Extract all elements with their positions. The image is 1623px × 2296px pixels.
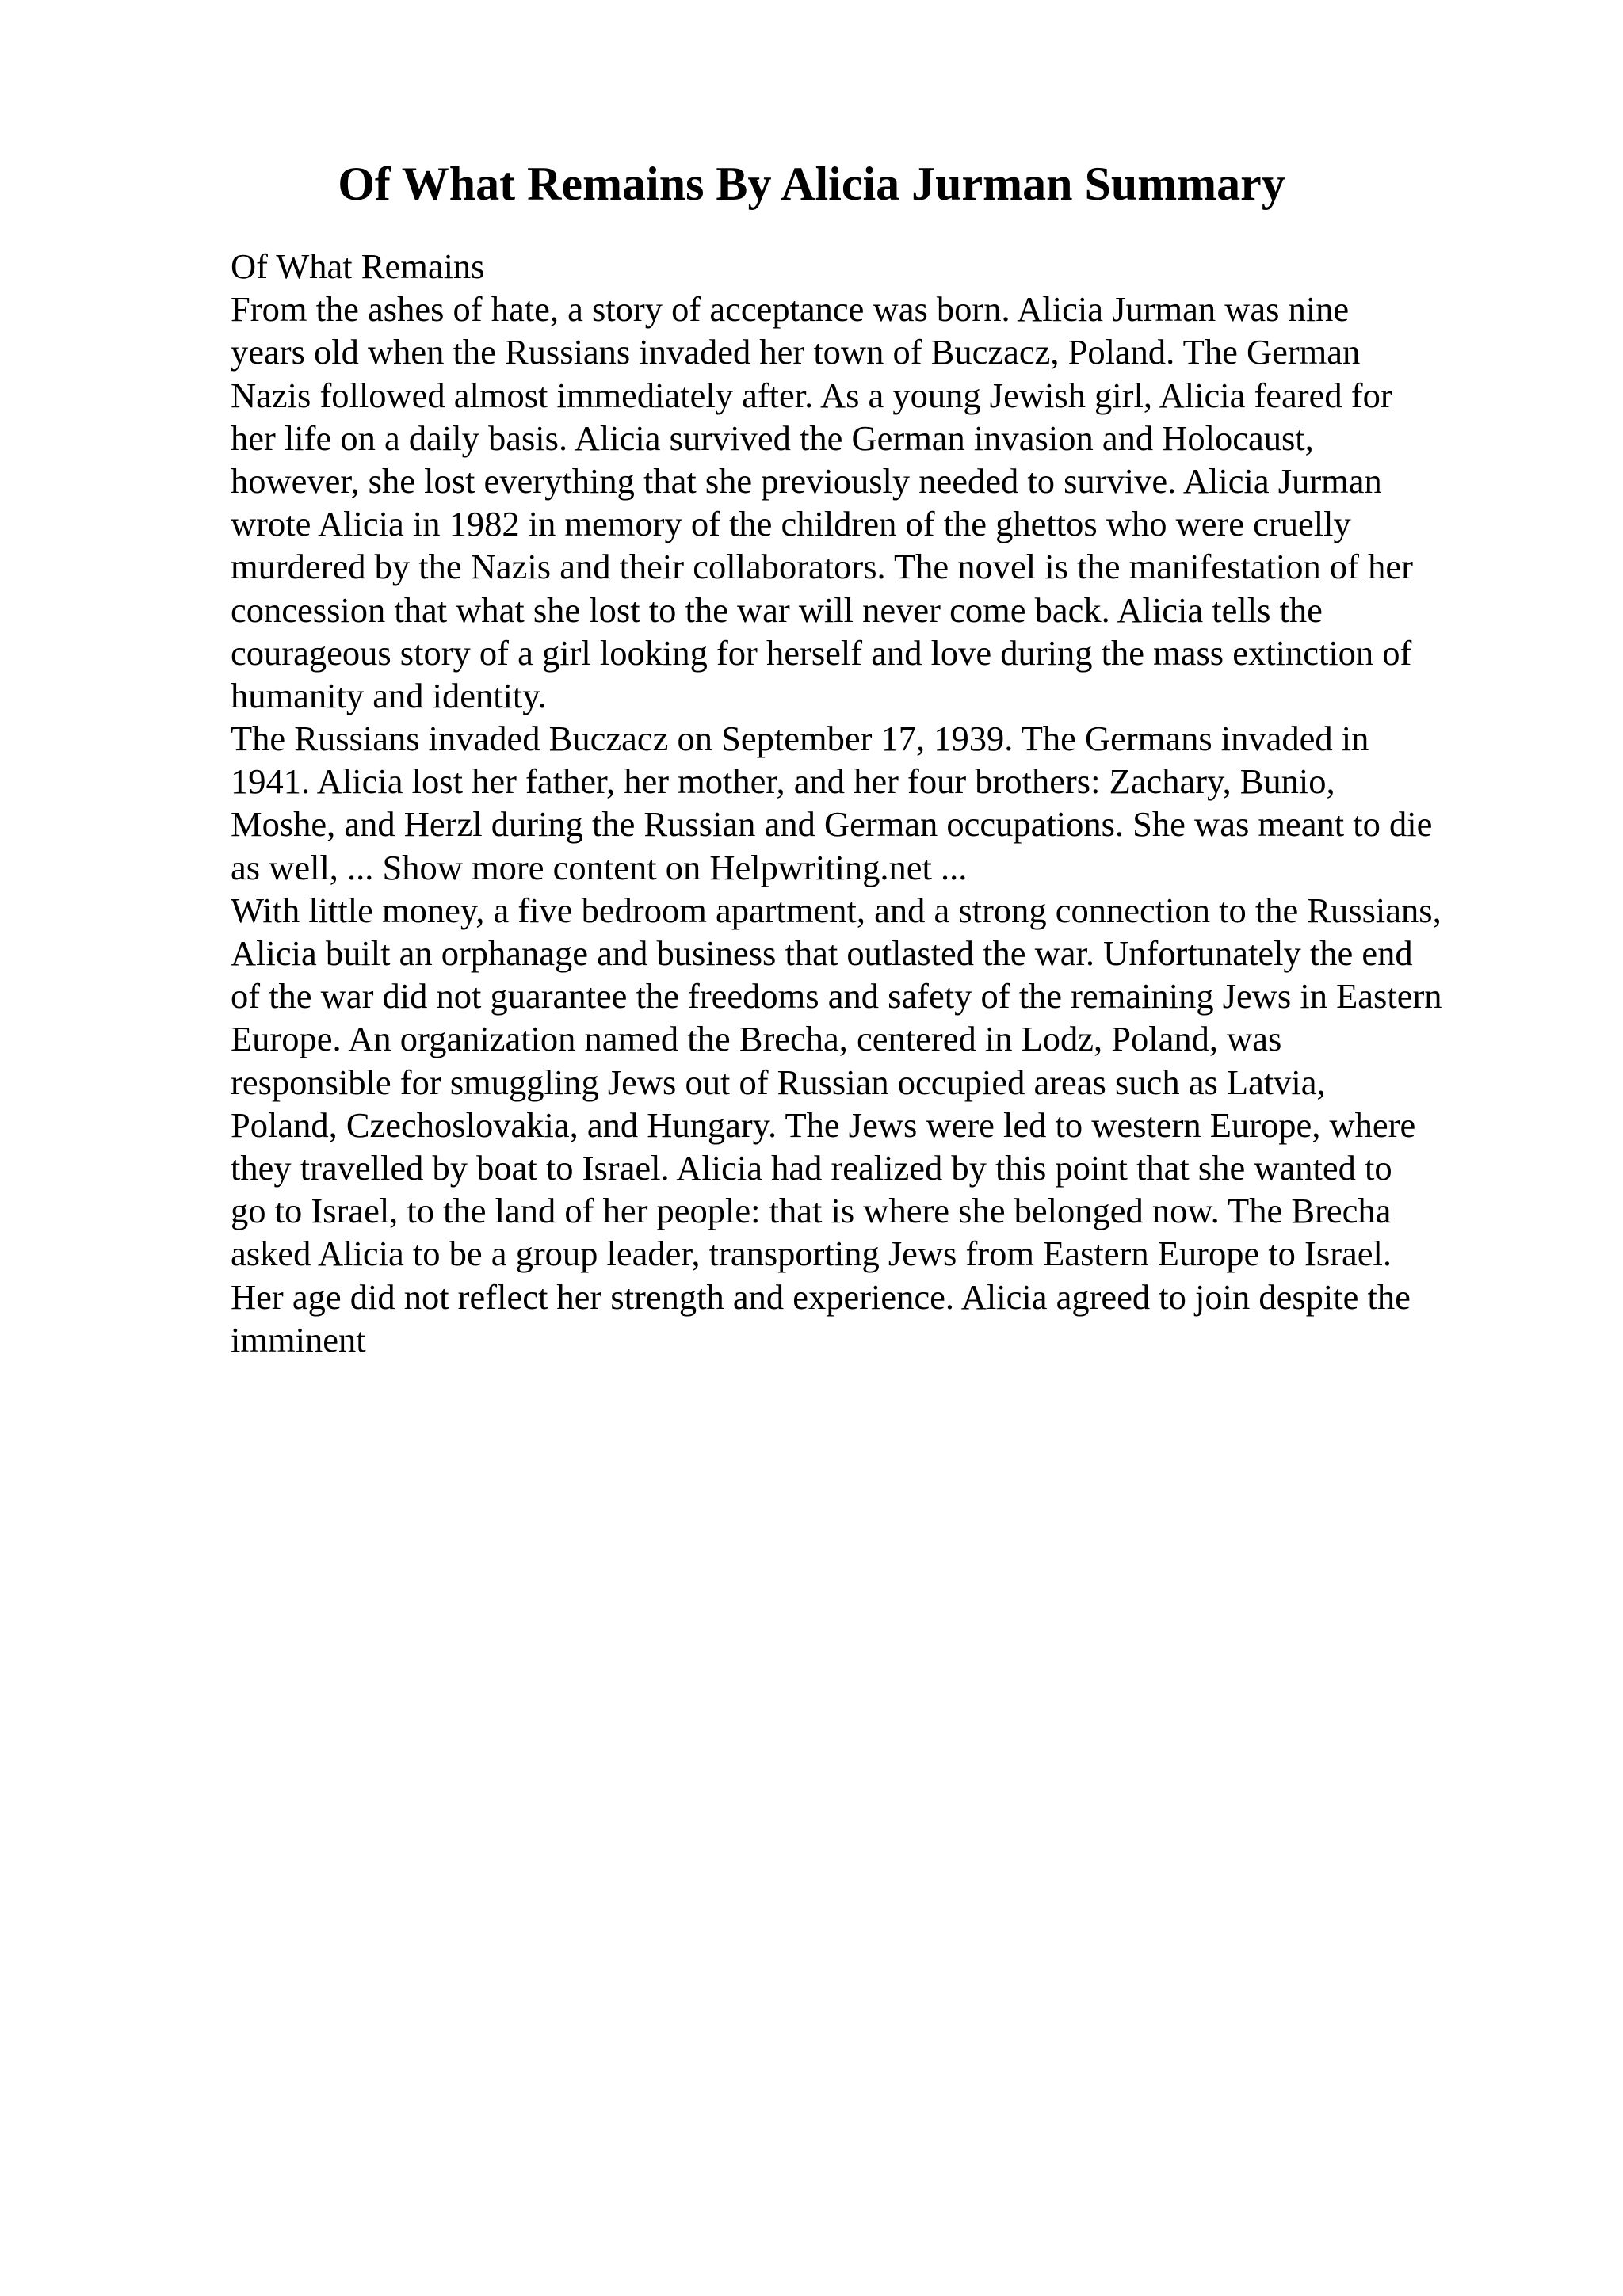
text-line: as well, ... Show more content on Helpwriting.net ... — [231, 847, 968, 887]
text-line: years old when the Russians invaded her town of Buczacz, Poland. The German — [231, 332, 1361, 372]
text-line: wrote Alicia in 1982 in memory of the children of the ghettos who were cruelly — [231, 504, 1351, 544]
text-line: however, she lost everything that she previously needed to survive. Alicia Jurman — [231, 460, 1382, 501]
text-line: humanity and identity. — [231, 675, 547, 715]
text-line: Moshe, and Herzl during the Russian and German occupations. She was meant to die — [231, 804, 1433, 845]
text-line: With little money, a five bedroom apartment, and a strong connection to the Russians, — [231, 890, 1442, 930]
text-line: From the ashes of hate, a story of acceptance was born. Alicia Jurman was nine — [231, 289, 1350, 330]
text-line: imminent — [231, 1319, 366, 1360]
text-line: they travelled by boat to Israel. Alicia had realized by this point that she wanted to — [231, 1147, 1392, 1188]
text-line: her life on a daily basis. Alicia survived the German invasion and Holocaust, — [231, 418, 1314, 458]
text-line: 1941. Alicia lost her father, her mother, and her four brothers: Zachary, Bunio, — [231, 761, 1335, 802]
text-line: of the war did not guarantee the freedoms and safety of the remaining Jews in Eastern — [231, 976, 1442, 1016]
document-title: Of What Remains By Alicia Jurman Summary — [338, 158, 1285, 210]
text-line: concession that what she lost to the war will never come back. Alicia tells the — [231, 589, 1323, 630]
text-line: Of What Remains — [231, 246, 485, 286]
text-line: Poland, Czechoslovakia, and Hungary. The Jews were led to western Europe, where — [231, 1104, 1416, 1145]
text-line: Alicia built an orphanage and business that outlasted the war. Unfortunately the end — [231, 933, 1413, 973]
text-line: Europe. An organization named the Brecha, centered in Lodz, Poland, was — [231, 1019, 1282, 1059]
text-line: courageous story of a girl looking for herself and love during the mass extinction of — [231, 632, 1412, 673]
text-line: The Russians invaded Buczacz on September 17, 1939. The Germans invaded in — [231, 719, 1369, 759]
text-line: Her age did not reflect her strength and experience. Alicia agreed to join despite the — [231, 1276, 1411, 1317]
text-line: Nazis followed almost immediately after. As a young Jewish girl, Alicia feared for — [231, 375, 1392, 415]
text-line: murdered by the Nazis and their collaborators. The novel is the manifestation of her — [231, 547, 1413, 587]
text-line: responsible for smuggling Jews out of Russian occupied areas such as Latvia, — [231, 1062, 1326, 1102]
text-line: go to Israel, to the land of her people: that is where she belonged now. The Brecha — [231, 1191, 1392, 1231]
document-body — [231, 245, 1594, 1361]
text-line: asked Alicia to be a group leader, transporting Jews from Eastern Europe to Israel. — [231, 1234, 1392, 1274]
